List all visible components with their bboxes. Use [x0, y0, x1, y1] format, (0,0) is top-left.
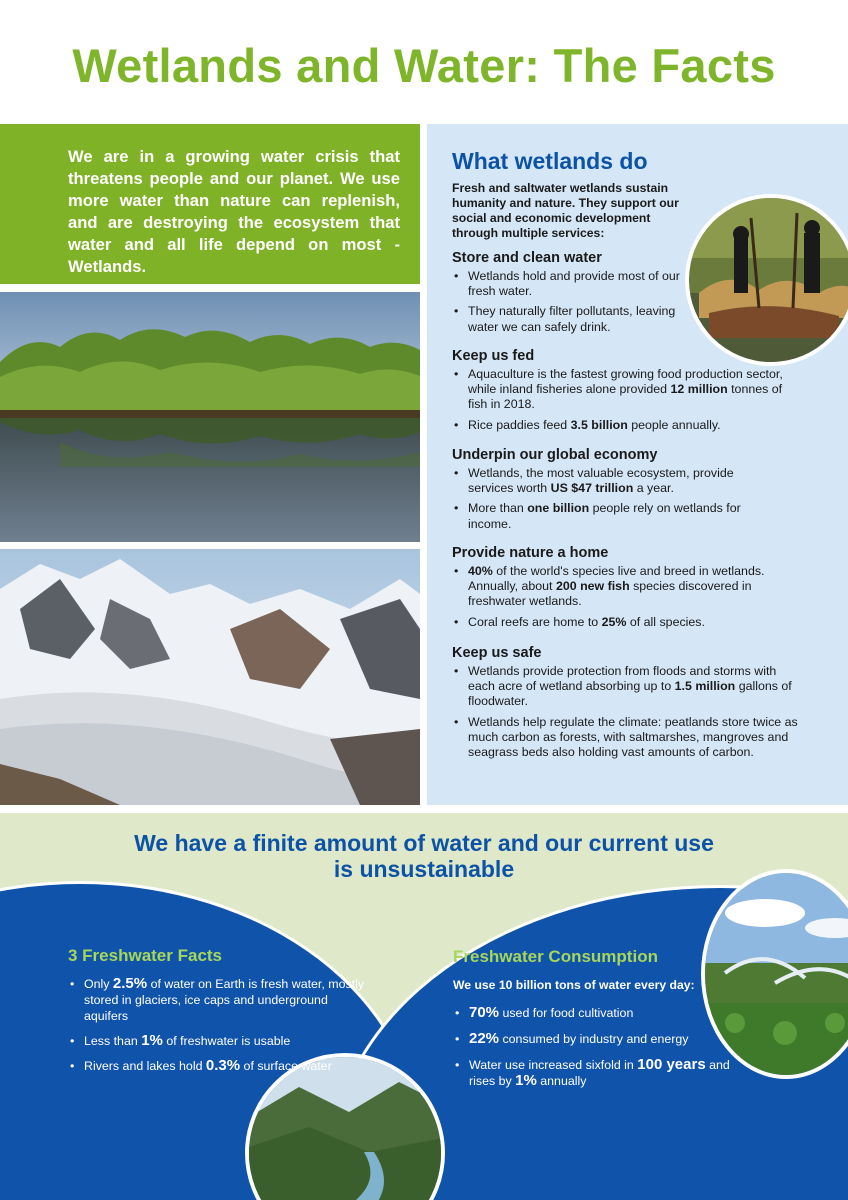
section-keep-us-safe [452, 645, 802, 765]
rice-harvest-photo [685, 194, 848, 366]
list-item: • Rivers and lakes hold 0.3% of surface water [68, 1058, 368, 1074]
list-item: • Only 2.5% of water on Earth is fresh water, mostly stored in glaciers, ice caps and underground aquifers [68, 976, 368, 1024]
list-item: • Wetlands provide protection from floods and storms with each acre of wetland absorbing up to 1.5 million gallons of floodwater. [452, 664, 802, 710]
glacier-photo [0, 549, 420, 805]
list-item: • Less than 1% of freshwater is usable [68, 1033, 368, 1049]
list-item: • Wetlands help regulate the climate: peatlands store twice as much carbon as forests, with saltmarshes, mangroves and seagrass beds also holding vast amounts of carbon. [452, 715, 802, 761]
section-heading: Provide nature a home [452, 545, 609, 561]
what-wetlands-do-panel [427, 124, 848, 805]
freshwater-facts [68, 946, 368, 1083]
list-item: • Wetlands, the most valuable ecosystem, provide services worth US $47 trillion a year. [452, 466, 782, 496]
intro-box [0, 124, 420, 284]
list-item: • Wetlands hold and provide most of our fresh water. [452, 269, 687, 299]
section-heading: Keep us fed [452, 348, 535, 364]
list-item: • They naturally filter pollutants, leaving water we can safely drink. [452, 304, 687, 334]
bottom-title: We have a finite amount of water and our current use is unsustainable [134, 830, 714, 882]
section-global-economy [452, 447, 782, 537]
list-item: • Coral reefs are home to 25% of all species. [452, 615, 782, 630]
section-keep-us-fed [452, 348, 792, 438]
section-heading: Store and clean water [452, 250, 602, 266]
list-item: • 70% used for food cultivation [453, 1005, 733, 1021]
section-heading: Keep us safe [452, 645, 542, 661]
panel-intro: Fresh and saltwater wetlands sustain humanity and nature. They support our social and economic development through multiple services: [452, 181, 679, 240]
section-heading: Underpin our global economy [452, 447, 658, 463]
freshwater-facts-heading: 3 Freshwater Facts [68, 946, 223, 965]
section-store-clean-water [452, 250, 687, 340]
list-item: • Rice paddies feed 3.5 billion people annually. [452, 418, 792, 433]
finite-water-section [0, 813, 848, 1200]
consumption-lead: We use 10 billion tons of water every day: [453, 978, 695, 992]
list-item: • 40% of the world's species live and breed in wetlands. Annually, about 200 new fish species discovered in freshwater wetlands. [452, 564, 782, 610]
section-nature-home [452, 545, 782, 635]
panel-title: What wetlands do [452, 148, 648, 174]
list-item: • More than one billion people rely on wetlands for income. [452, 501, 782, 531]
freshwater-consumption [453, 947, 733, 1099]
consumption-heading: Freshwater Consumption [453, 947, 658, 966]
list-item: • Aquaculture is the fastest growing food production sector, while inland fisheries alone provided 12 million tonnes of fish in 2018. [452, 367, 792, 413]
mangrove-photo [0, 292, 420, 542]
intro-text: We are in a growing water crisis that threatens people and our planet. We use more water than nature can replenish, and are destroying the ecosystem that water and all life depend on most - Wetlands. [68, 147, 400, 276]
list-item: • 22% consumed by industry and energy [453, 1031, 733, 1047]
list-item: • Water use increased sixfold in 100 years and rises by 1% annually [453, 1057, 733, 1089]
page-title: Wetlands and Water: The Facts [72, 39, 776, 92]
